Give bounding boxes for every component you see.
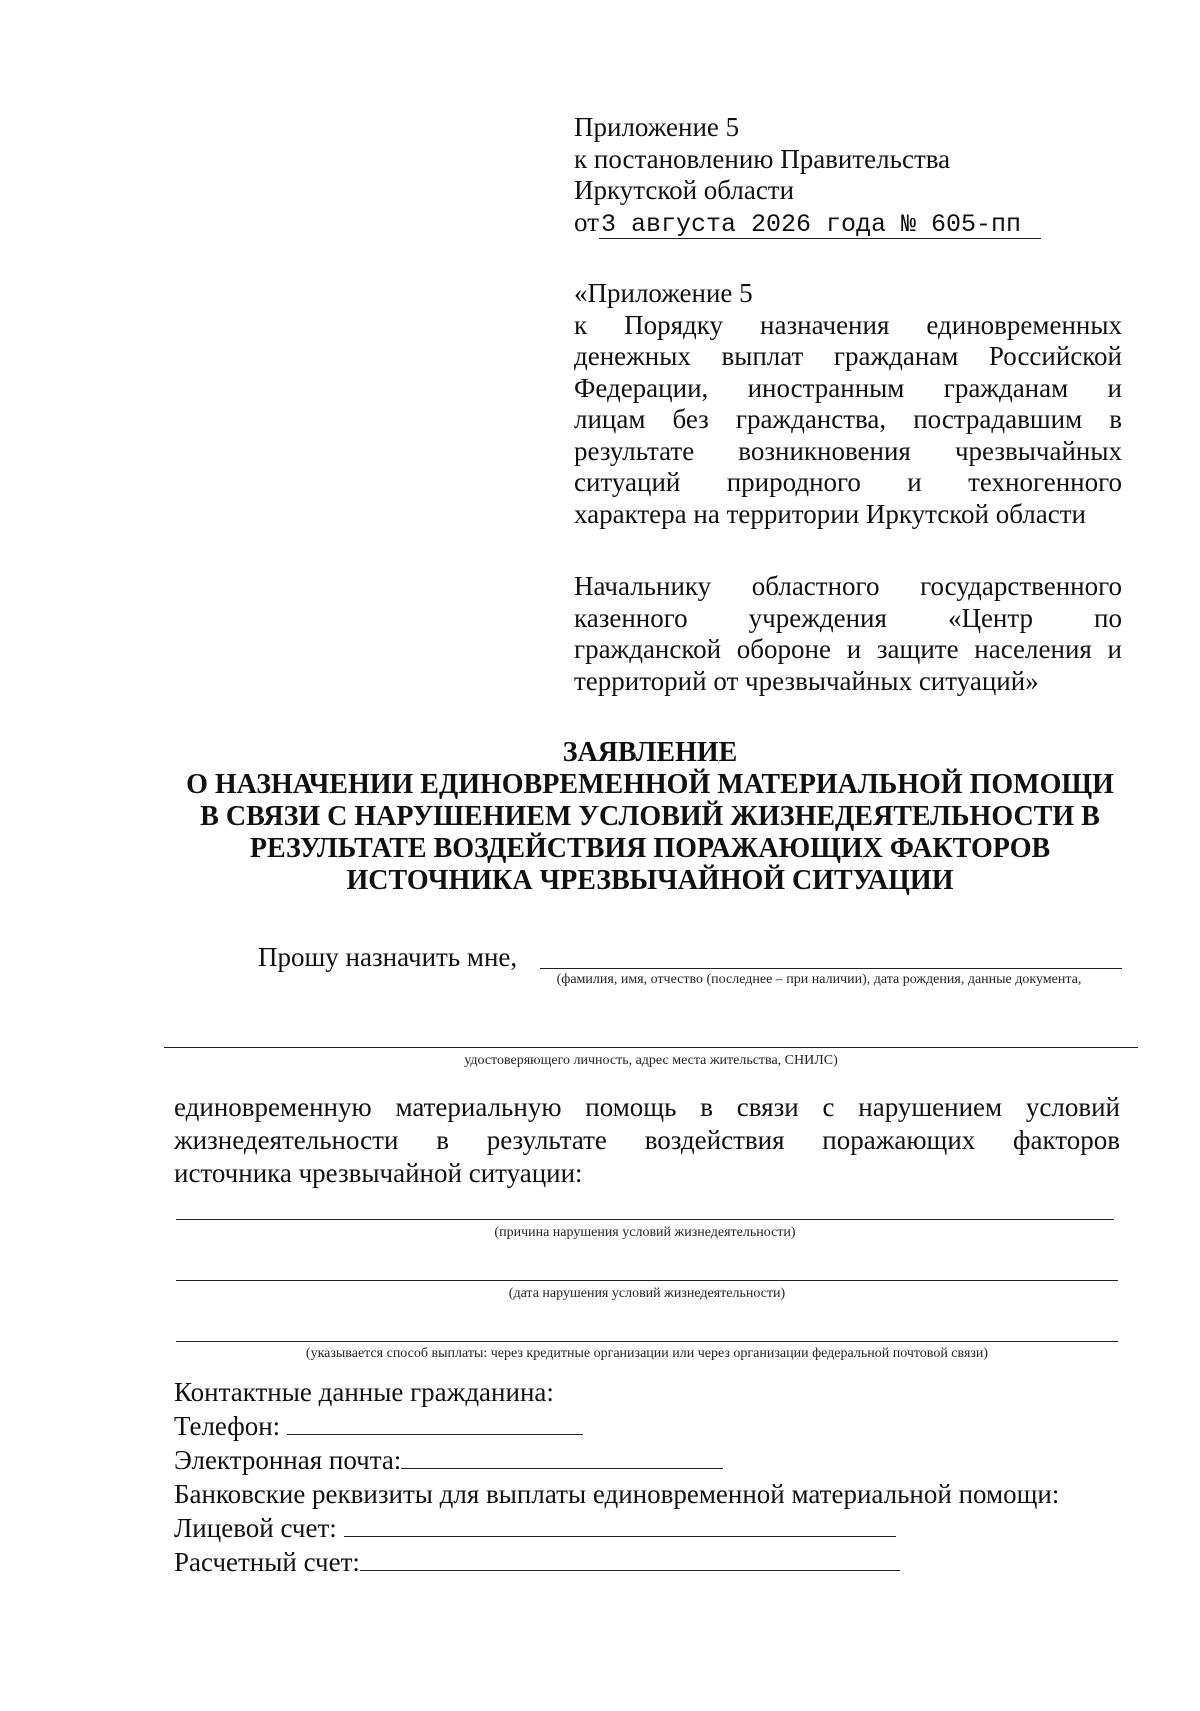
annex-date-value: 3 августа 2026 года № 605-пп bbox=[599, 212, 1041, 239]
annex-to-resolution: к постановлению Правительства bbox=[574, 143, 951, 174]
annex-date-row bbox=[574, 206, 1022, 239]
addressee-block bbox=[574, 571, 1122, 697]
personal-account-label: Лицевой счет: bbox=[174, 1513, 337, 1543]
contacts-block bbox=[174, 1375, 1059, 1579]
order-annex-line: характера на территории Иркутской области bbox=[574, 498, 1086, 529]
date-field[interactable] bbox=[176, 1280, 1118, 1281]
paragraph-line: источника чрезвычайной ситуации: bbox=[174, 1158, 583, 1188]
document-title bbox=[150, 737, 1150, 897]
personal-account-row bbox=[174, 1511, 1059, 1545]
person-data-caption-1: (фамилия, имя, отчество (последнее – при наличии), дата рождения, данные документа, bbox=[556, 972, 1082, 987]
title-line: В СВЯЗИ С НАРУШЕНИЕМ УСЛОВИЙ ЖИЗНЕДЕЯТЕЛЬНОСТИ В bbox=[200, 801, 1100, 832]
date-caption: (дата нарушения условий жизнедеятельности) bbox=[508, 1286, 786, 1301]
order-annex-line: ситуаций природного и техногенного bbox=[574, 467, 1122, 497]
title-line: ЗАЯВЛЕНИЕ bbox=[562, 737, 738, 768]
addressee-line: Начальнику областного государственного bbox=[574, 571, 1122, 601]
person-data-field[interactable] bbox=[540, 968, 1122, 969]
request-text: Прошу назначить мне, bbox=[258, 942, 518, 972]
order-annex-line: Федерации, иностранным гражданам и bbox=[574, 372, 1122, 403]
contacts-heading: Контактные данные гражданина: bbox=[174, 1377, 554, 1407]
person-data-caption-2: удостоверяющего личность, адрес места жительства, СНИЛС) bbox=[464, 1053, 838, 1068]
annex-header bbox=[574, 112, 1022, 239]
paragraph-line: единовременную материальную помощь в связи с нарушением условий bbox=[174, 1092, 1120, 1122]
addressee-line: гражданской обороне и защите населения и bbox=[574, 634, 1122, 664]
annex-region: Иркутской области bbox=[574, 175, 795, 205]
addressee-line: территорий от чрезвычайных ситуаций» bbox=[574, 665, 1039, 696]
phone-label: Телефон: bbox=[174, 1411, 281, 1441]
order-annex-line: денежных выплат гражданам Российской bbox=[574, 341, 1122, 371]
title-line: ИСТОЧНИКА ЧРЕЗВЫЧАЙНОЙ СИТУАЦИИ bbox=[346, 865, 954, 896]
phone-row bbox=[174, 1409, 1059, 1443]
title-line: О НАЗНАЧЕНИИ ЕДИНОВРЕМЕННОЙ МАТЕРИАЛЬНОЙ ПОМОЩИ bbox=[186, 769, 1114, 800]
order-annex-line: к Порядку назначения единовременных bbox=[574, 309, 1122, 340]
addressee-line: казенного учреждения «Центр по bbox=[574, 602, 1122, 633]
person-data-field-2[interactable] bbox=[164, 1047, 1138, 1048]
email-row bbox=[174, 1443, 1059, 1477]
bank-heading: Банковские реквизиты для выплаты единовременной материальной помощи: bbox=[174, 1479, 1060, 1509]
settlement-account-row bbox=[174, 1545, 1059, 1579]
order-annex-line: результате возникновения чрезвычайных bbox=[574, 435, 1122, 466]
payment-method-field[interactable] bbox=[176, 1341, 1118, 1342]
phone-field[interactable] bbox=[287, 1410, 583, 1435]
paragraph-line: жизнедеятельности в результате воздействия поражающих факторов bbox=[174, 1125, 1120, 1155]
order-annex-header bbox=[574, 278, 1122, 530]
order-annex-line: лицам без гражданства, пострадавшим в bbox=[574, 404, 1122, 434]
assistance-paragraph bbox=[174, 1091, 1120, 1190]
email-field[interactable] bbox=[401, 1444, 723, 1469]
settlement-account-label: Расчетный счет: bbox=[174, 1547, 360, 1577]
annex-date-prefix: от bbox=[574, 206, 599, 237]
payment-method-caption: (указывается способ выплаты: через кредитные организации или через организации федеральной почтовой связи) bbox=[305, 1346, 989, 1361]
reason-caption: (причина нарушения условий жизнедеятельности) bbox=[494, 1225, 796, 1240]
title-line: РЕЗУЛЬТАТЕ ВОЗДЕЙСТВИЯ ПОРАЖАЮЩИХ ФАКТОРОВ bbox=[249, 833, 1051, 864]
annex-number: Приложение 5 bbox=[574, 112, 740, 142]
personal-account-field[interactable] bbox=[344, 1512, 896, 1537]
reason-field[interactable] bbox=[176, 1219, 1114, 1220]
email-label: Электронная почта: bbox=[174, 1445, 402, 1475]
order-annex-line: «Приложение 5 bbox=[574, 278, 753, 308]
settlement-account-field[interactable] bbox=[360, 1546, 900, 1571]
